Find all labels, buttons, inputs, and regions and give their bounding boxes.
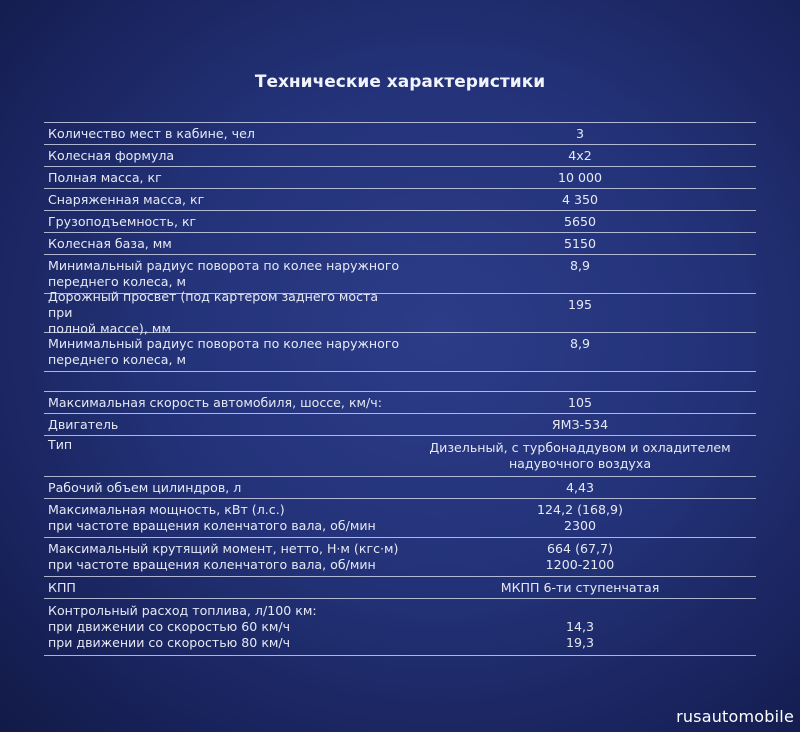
spec-table (44, 122, 756, 656)
spec-label: Снаряженная масса, кг (48, 191, 205, 207)
spec-value: 4x2 (568, 147, 592, 163)
spec-row-turning-radius-2 (44, 332, 756, 371)
spec-value: ЯМЗ-534 (551, 416, 609, 432)
spec-label: Рабочий объем цилиндров, л (48, 479, 242, 495)
spec-row-wheelbase (44, 232, 756, 254)
watermark: rusautomobile (676, 707, 794, 726)
spec-row-fuel-consumption (44, 598, 756, 656)
spec-value: 5650 (563, 213, 597, 229)
spec-row-seats (44, 122, 756, 144)
spec-label: Колесная формула (48, 147, 175, 163)
spec-row-engine-type (44, 435, 756, 476)
spec-value: 105 (567, 394, 593, 410)
spec-row-gearbox (44, 576, 756, 598)
spec-label: Тип (48, 437, 73, 452)
spec-value: 5150 (563, 235, 597, 251)
spec-label: КПП (48, 579, 76, 595)
spec-value: Дизельный, с турбонаддувом и охладителем надувочного воздуха (429, 440, 731, 471)
spec-label: Колесная база, мм (48, 235, 172, 251)
spec-label: Количество мест в кабине, чел (48, 125, 255, 141)
spec-row-payload (44, 210, 756, 232)
spec-value: 3 (575, 125, 584, 141)
spec-value: 8,9 (569, 258, 591, 273)
spec-row-engine (44, 413, 756, 435)
spec-row-max-power (44, 498, 756, 537)
spec-label: Минимальный радиус поворота по колее наружного переднего колеса, м (48, 336, 400, 367)
spec-value: 195 (567, 297, 593, 312)
spec-label: Контрольный расход топлива, л/100 км: при движении со скоростью 60 км/ч при движении со скоростью 80 км/ч (48, 603, 317, 650)
spec-row-curb-mass (44, 188, 756, 210)
page-title: Технические характеристики (254, 72, 546, 92)
spec-label: Максимальный крутящий момент, нетто, Н·м (кгс·м) при частоте вращения коленчатого вала, об/мин (48, 541, 399, 572)
spec-row-spacer (44, 371, 756, 391)
spec-value: 10 000 (557, 169, 603, 185)
spec-label: Полная масса, кг (48, 169, 162, 185)
spec-row-wheel-formula (44, 144, 756, 166)
spec-row-displacement (44, 476, 756, 498)
spec-value: МКПП 6-ти ступенчатая (500, 579, 660, 595)
spec-value: 4 350 (561, 191, 599, 207)
spec-value: 14,3 19,3 (565, 619, 595, 650)
spec-value: 664 (67,7) 1200-2100 (545, 541, 615, 572)
spec-value: 124,2 (168,9) 2300 (537, 502, 623, 533)
spec-row-max-torque (44, 537, 756, 576)
spec-row-max-speed (44, 391, 756, 413)
spec-value: 4,43 (565, 479, 595, 495)
spec-label: Дорожный просвет (под картером заднего моста при полной массе), мм (48, 289, 379, 336)
spec-row-turning-radius (44, 254, 756, 293)
spec-label: Максимальная скорость автомобиля, шоссе, км/ч: (48, 394, 382, 410)
spec-row-ground-clearance (44, 289, 756, 336)
spec-row-gross-mass (44, 166, 756, 188)
spec-label: Грузоподъемность, кг (48, 213, 197, 229)
spec-label: Двигатель (48, 416, 119, 432)
spec-label: Максимальная мощность, кВт (л.с.) при частоте вращения коленчатого вала, об/мин (48, 502, 376, 533)
spec-label: Минимальный радиус поворота по колее наружного переднего колеса, м (48, 258, 400, 289)
spec-value: 8,9 (569, 336, 591, 351)
